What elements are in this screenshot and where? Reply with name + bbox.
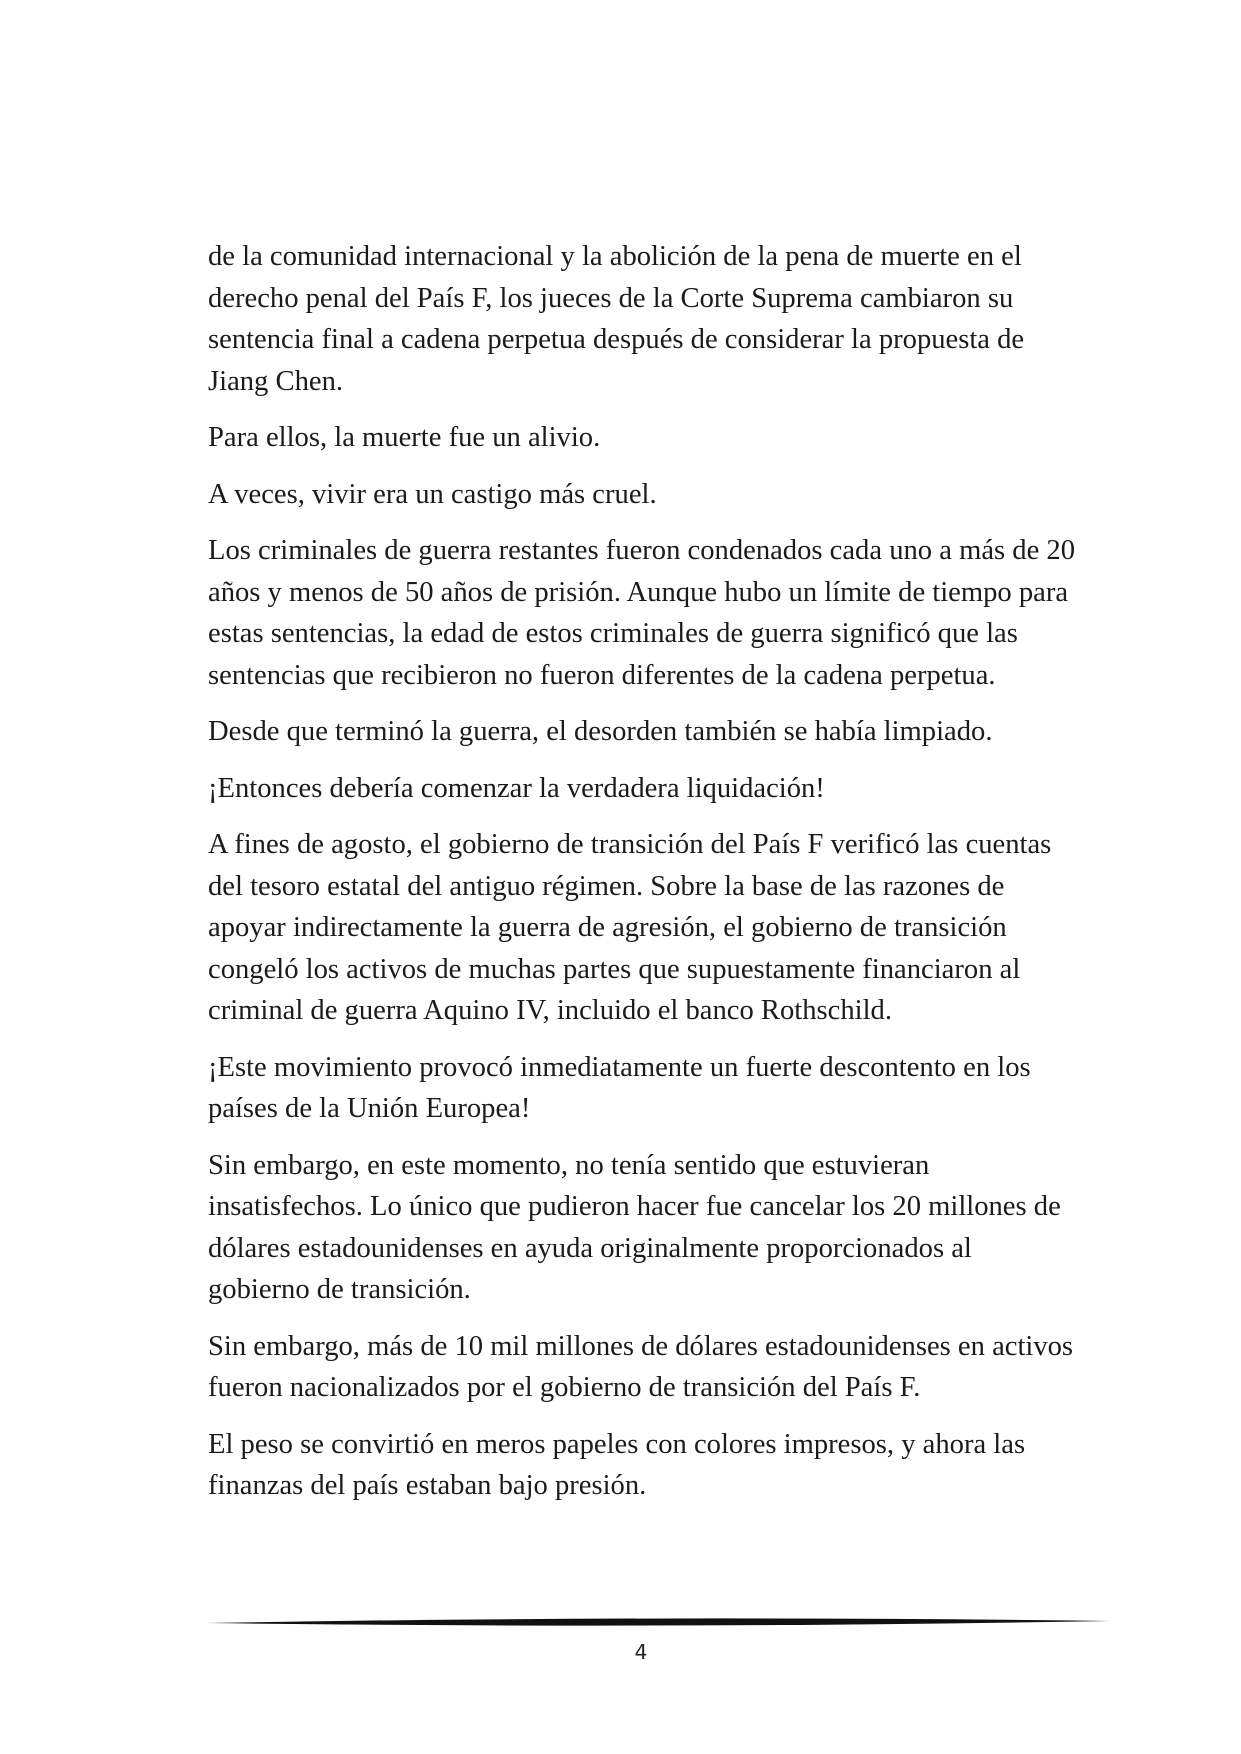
- page-number: 4: [634, 1640, 648, 1664]
- paragraph: Desde que terminó la guerra, el desorden también se había limpiado.: [208, 716, 993, 747]
- body-text: [208, 236, 1078, 1522]
- paragraph: de la comunidad internacional y la abolición de la pena de muerte en el derecho penal del País F, los jueces de la Corte Suprema cambiaron su sentencia final a cadena perpetua después de considerar la propuesta de Jiang Chen.: [208, 241, 1025, 397]
- paragraph: Sin embargo, más de 10 mil millones de dólares estadounidenses en activos fueron nacionalizados por el gobierno de transición del País F.: [208, 1330, 1074, 1403]
- paragraph: ¡Este movimiento provocó inmediatamente un fuerte descontento en los países de la Unión Europea!: [208, 1051, 1031, 1124]
- paragraph: ¡Entonces debería comenzar la verdadera liquidación!: [208, 772, 825, 804]
- footer-rule: [207, 1617, 1111, 1627]
- paragraph: A veces, vivir era un castigo más cruel.: [208, 478, 657, 510]
- paragraph: Los criminales de guerra restantes fueron condenados cada uno a más de 20 años y menos de 50 años de prisión. Aunque hubo un límite de tiempo para estas sentencias, la edad de estos criminales de guerra significó que las sentencias que recibieron no fueron diferentes de la cadena perpetua.: [208, 535, 1076, 691]
- paragraph: El peso se convirtió en meros papeles con colores impresos, y ahora las finanzas del país estaban bajo presión.: [208, 1428, 1026, 1501]
- paragraph: A fines de agosto, el gobierno de transición del País F verificó las cuentas del tesoro estatal del antiguo régimen. Sobre la base de las razones de apoyar indirectamente la guerra de agresión, el gobierno de transición congeló los activos de muchas partes que supuestamente financiaron al criminal de guerra Aquino IV, incluido el banco Rothschild.: [208, 829, 1052, 1026]
- paragraph: Para ellos, la muerte fue un alivio.: [208, 422, 601, 453]
- paragraph: Sin embargo, en este momento, no tenía sentido que estuvieran insatisfechos. Lo único que pudieron hacer fue cancelar los 20 millones de dólares estadounidenses en ayuda originalmente proporcionados al gobierno de transición.: [208, 1149, 1061, 1305]
